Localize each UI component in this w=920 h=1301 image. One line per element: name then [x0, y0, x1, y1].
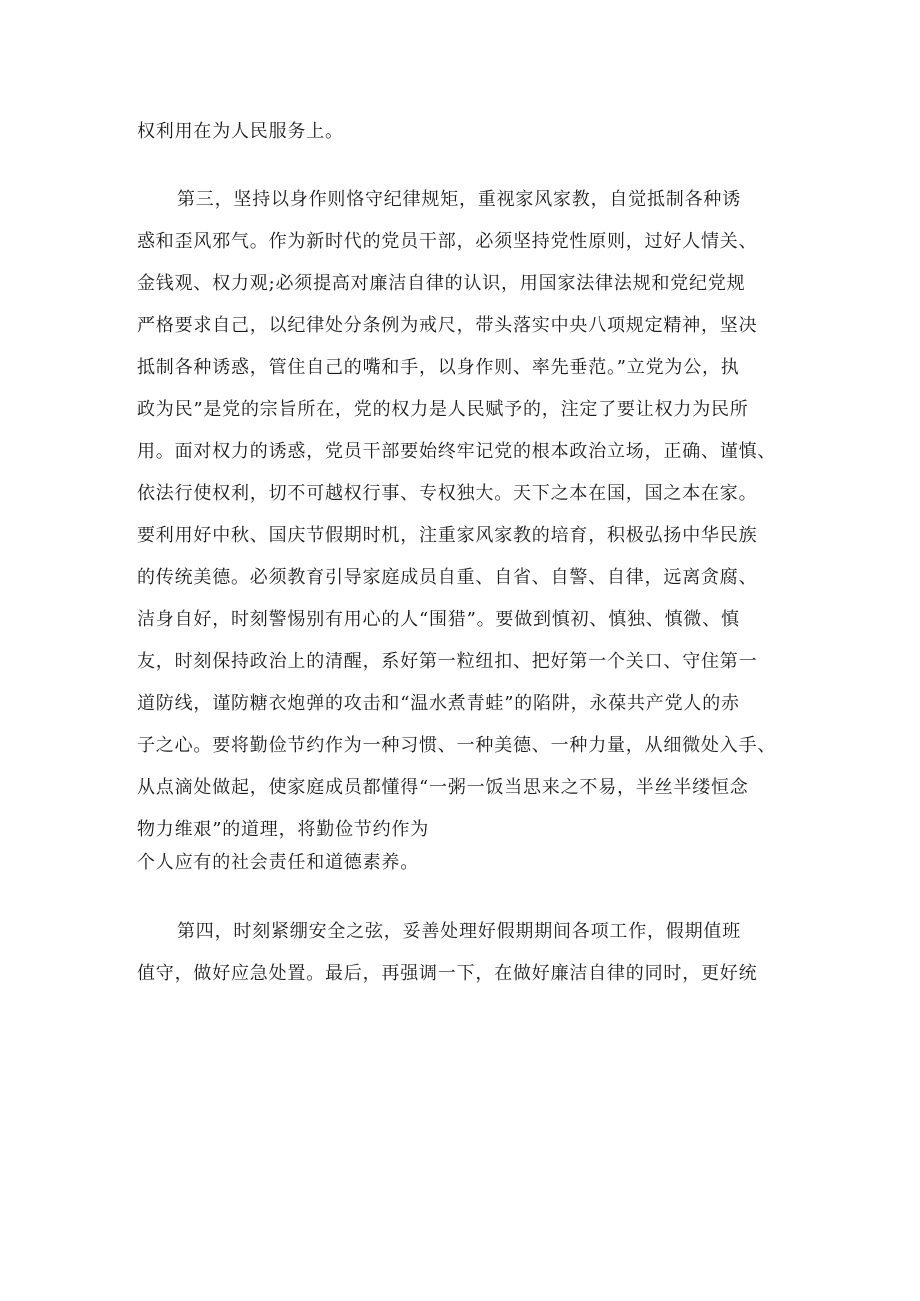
paragraph-3-line-1: 第三，坚持以身作则恪守纪律规矩，重视家风家教，自觉抵制各种诱 — [177, 189, 741, 210]
paragraph-3-line-10: 的传统美德。必须教育引导家庭成员自重、自省、自警、自律，远离贪腐、 — [137, 567, 758, 588]
paragraph-3-line-3: 金钱观、权力观;必须提高对廉洁自律的认识，用国家法律法规和党纪党规 — [137, 273, 746, 294]
paragraph-3-line-16: 物力维艰”的道理，将勤俭节约作为 — [137, 819, 430, 840]
paragraph-3-line-9: 要利用好中秋、国庆节假期时机，注重家风家教的培育，积极弘扬中华民族 — [137, 525, 758, 546]
paragraph-0-line-1: 权利用在为人民服务上。 — [137, 121, 344, 142]
paragraph-3-line-4: 严格要求自己，以纪律处分条例为戒尺，带头落实中央八项规定精神，坚决 — [137, 315, 758, 336]
paragraph-4-line-2: 值守，做好应急处置。最后，再强调一下，在做好廉洁自律的同时，更好统 — [137, 963, 758, 984]
paragraph-3-line-2: 惑和歪风邪气。作为新时代的党员干部，必须坚持党性原则，过好人情关、 — [137, 231, 758, 252]
paragraph-3-line-7: 用。面对权力的诱惑，党员干部要始终牢记党的根本政治立场，正确、谨慎、 — [137, 441, 777, 462]
paragraph-3-line-5: 抵制各种诱惑，管住自己的嘴和手，以身作则、率先垂范。”立党为公，执 — [137, 357, 740, 378]
paragraph-3-line-11: 洁身自好，时刻警惕别有用心的人“围猎”。要做到慎初、慎独、慎微、慎 — [137, 609, 740, 630]
paragraph-3-line-15: 从点滴处做起，使家庭成员都懂得“一粥一饭当思来之不易，半丝半缕恒念 — [137, 777, 749, 798]
paragraph-3-line-8: 依法行使权利，切不可越权行事、专权独大。天下之本在国，国之本在家。 — [137, 483, 758, 504]
paragraph-3-line-14: 子之心。要将勤俭节约作为一种习惯、一种美德、一种力量，从细微处入手、 — [137, 735, 777, 756]
paragraph-3-line-12: 友，时刻保持政治上的清醒，系好第一粒纽扣、把好第一个关口、守住第一 — [137, 651, 758, 672]
paragraph-3-line-17: 个人应有的社会责任和道德素养。 — [137, 852, 419, 873]
paragraph-3-line-6: 政为民”是党的宗旨所在，党的权力是人民赋予的，注定了要让权力为民所 — [137, 399, 749, 420]
paragraph-4-line-1: 第四，时刻紧绷安全之弦，妥善处理好假期期间各项工作，假期值班 — [177, 921, 741, 942]
paragraph-3-line-13: 道防线，谨防糖衣炮弹的攻击和“温水煮青蛙”的陷阱，永葆共产党人的赤 — [137, 693, 740, 714]
